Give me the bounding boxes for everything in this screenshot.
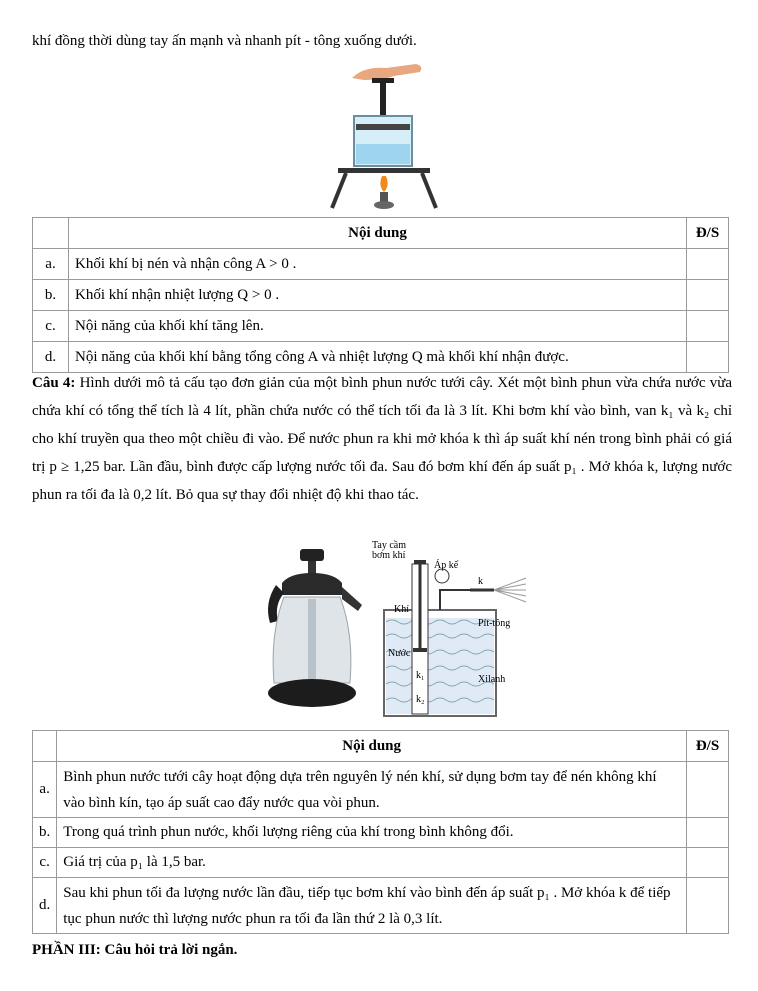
table-1 (32, 217, 729, 373)
table-2-header-ds: Đ/S (687, 731, 729, 762)
row-text: Khối khí bị nén và nhận công A > 0 . (69, 249, 687, 280)
label-handle-1: Tay cầm (372, 540, 407, 551)
label-valve: k (478, 576, 483, 587)
section-heading: PHẦN III: Câu hỏi trả lời ngắn. (32, 942, 238, 958)
row-text: Giá trị của p₁ là 1,5 bar. (57, 848, 687, 878)
row-key: b. (33, 280, 69, 311)
sprayer-diagram (370, 540, 530, 720)
sprayer-photo (262, 543, 372, 715)
answer-cell[interactable] (687, 818, 729, 848)
label-gas: Khí (394, 604, 409, 615)
answer-cell[interactable] (687, 342, 729, 373)
table-2 (32, 730, 729, 934)
piston-heating-figure (324, 60, 444, 212)
label-handle-2: bơm khí (372, 550, 406, 561)
row-text: Bình phun nước tưới cây hoạt động dựa trên nguyên lý nén khí, sử dụng bơm tay để nén không khí vào bình kín, tạo áp suất cao đẩy nước qua vòi phun. (57, 762, 687, 818)
table-row (33, 878, 729, 934)
row-key: d. (33, 878, 57, 934)
row-key: a. (33, 249, 69, 280)
question-4-text: Hình dưới mô tả cấu tạo đơn giản của một bình phun nước tưới cây. Xét một bình phun vừa chứa nước vừa chứa khí có tổng thể tích là 4 lít, phần chứa nước có thể tích tối đa là 3 lít. Khi bơm khí vào bình, van k₁ và k₂ chỉ cho khí truyền qua theo một chiều đi vào. Để nước phun ra khi mở khóa k thì áp suất khí nén trong bình phải có giá trị p ≥ 1,25 bar. Lần đầu, bình được cấp lượng nước tối đa. Sau đó bơm khí đến áp suất p₁ . Mở khóa k, lượng nước phun ra tối đa là 0,2 lít. Bỏ qua sự thay đổi nhiệt độ khi thao tác. (32, 375, 733, 503)
label-gauge: Áp kế (434, 560, 459, 571)
table-2-header-content: Nội dung (57, 731, 687, 762)
row-key: b. (33, 818, 57, 848)
label-piston: Pít-tông (478, 618, 511, 629)
label-water: Nước (388, 648, 411, 659)
label-k1: k₁ (416, 670, 425, 681)
answer-cell[interactable] (687, 848, 729, 878)
row-key: c. (33, 848, 57, 878)
table-row (33, 280, 729, 311)
table-1-header-ds: Đ/S (687, 218, 729, 249)
answer-cell[interactable] (687, 311, 729, 342)
intro-line: khí đồng thời dùng tay ấn mạnh và nhanh pít - tông xuống dưới. (32, 33, 417, 49)
question-4-label: Câu 4: (32, 375, 76, 391)
table-row (33, 249, 729, 280)
table-row (33, 342, 729, 373)
table-row (33, 848, 729, 878)
row-key: d. (33, 342, 69, 373)
table-1-header-content: Nội dung (69, 218, 687, 249)
row-key: c. (33, 311, 69, 342)
table-row (33, 818, 729, 848)
table-2-header-blank (33, 731, 57, 762)
row-key: a. (33, 762, 57, 818)
question-4 (32, 369, 732, 509)
answer-cell[interactable] (687, 878, 729, 934)
row-text: Sau khi phun tối đa lượng nước lần đầu, tiếp tục bơm khí vào bình đến áp suất p₁ . Mở khóa k để tiếp tục phun nước thì lượng nước phun ra tối đa lần thứ 2 là 0,3 lít. (57, 878, 687, 934)
row-text: Nội năng của khối khí tăng lên. (69, 311, 687, 342)
table-1-header-blank (33, 218, 69, 249)
row-text: Trong quá trình phun nước, khối lượng riêng của khí trong bình không đổi. (57, 818, 687, 848)
row-text: Khối khí nhận nhiệt lượng Q > 0 . (69, 280, 687, 311)
row-text: Nội năng của khối khí bằng tổng công A và nhiệt lượng Q mà khối khí nhận được. (69, 342, 687, 373)
answer-cell[interactable] (687, 280, 729, 311)
label-cylinder: Xilanh (478, 674, 506, 685)
table-row (33, 311, 729, 342)
answer-cell[interactable] (687, 762, 729, 818)
table-row (33, 762, 729, 818)
label-k2: k₂ (416, 694, 425, 705)
answer-cell[interactable] (687, 249, 729, 280)
